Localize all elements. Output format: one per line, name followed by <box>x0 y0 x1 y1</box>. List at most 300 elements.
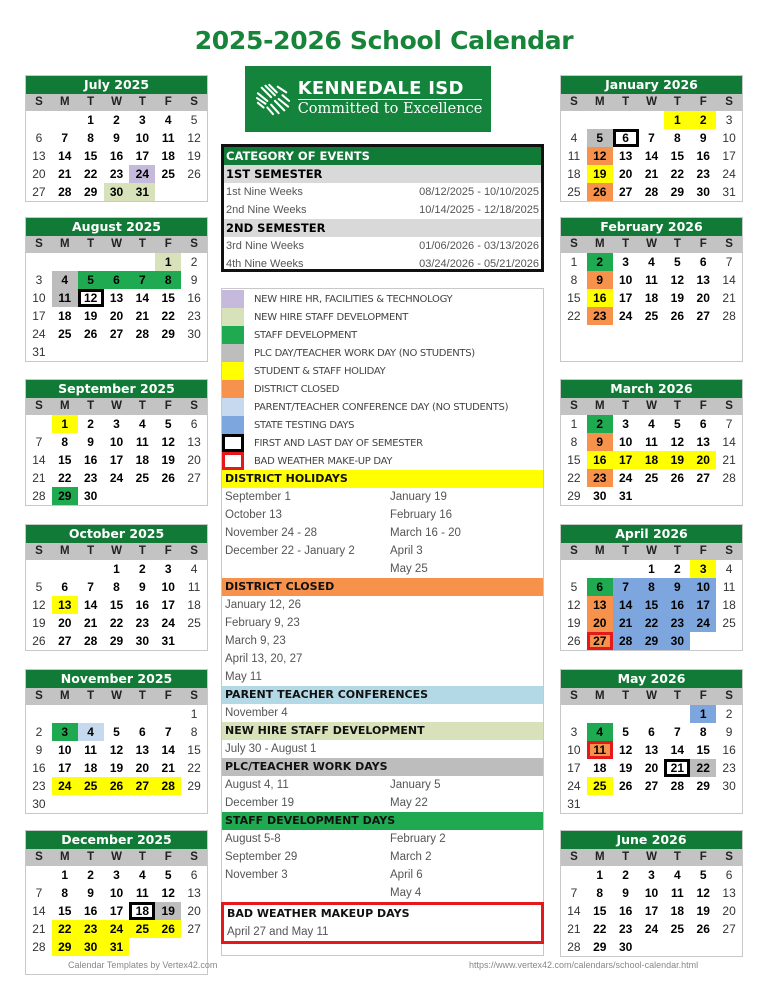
weekday-label: F <box>164 851 172 863</box>
event-row <box>222 776 543 794</box>
day-cell: 21 <box>83 616 98 630</box>
bad-weather-list <box>224 923 541 941</box>
day-cell: 13 <box>696 435 710 449</box>
day-cell: 7 <box>61 131 69 145</box>
month-june-2026 <box>560 830 743 957</box>
empty-cell <box>664 487 690 505</box>
day-cell: 27 <box>109 327 124 341</box>
day-cell: 29 <box>109 634 124 648</box>
day-cell: 29 <box>567 489 581 503</box>
parent-teacher-list <box>222 704 543 722</box>
empty-cell <box>639 325 665 343</box>
empty-cell <box>613 560 639 578</box>
day-cell: 6 <box>613 129 639 147</box>
day-cell: 27 <box>587 632 613 650</box>
day-cell: 3 <box>570 725 578 739</box>
event-date: November 24 - 28 <box>225 527 318 539</box>
weekday-label: T <box>138 238 146 250</box>
weekday-label: T <box>87 851 95 863</box>
day-cell: 28 <box>670 779 685 793</box>
day-cell: 21 <box>567 922 581 936</box>
weekday-label: S <box>35 851 43 863</box>
day-cell: 1 <box>570 417 578 431</box>
weekday-label: F <box>164 238 172 250</box>
empty-cell <box>155 938 181 956</box>
month-march-2026 <box>560 379 743 506</box>
day-cell: 12 <box>78 289 104 307</box>
day-cell: 10 <box>109 435 124 449</box>
section-parent-teacher-conferences: PARENT TEACHER CONFERENCES <box>222 686 543 704</box>
day-cell: 16 <box>187 291 201 305</box>
day-cell: 16 <box>618 904 633 918</box>
day-grid <box>561 415 742 505</box>
weekday-label: F <box>699 96 707 108</box>
empty-cell <box>716 632 742 650</box>
day-cell: 13 <box>696 273 710 287</box>
weekday-label: M <box>594 690 605 702</box>
day-cell: 9 <box>699 131 707 145</box>
weekday-label: S <box>570 238 578 250</box>
empty-cell <box>78 795 104 813</box>
legend <box>222 289 543 470</box>
section-district-closed: DISTRICT CLOSED <box>222 578 543 596</box>
weekday-label: M <box>59 851 70 863</box>
empty-cell <box>613 795 639 813</box>
day-cell: 16 <box>664 596 690 614</box>
weekday-label: T <box>138 851 146 863</box>
day-cell: 15 <box>567 291 581 305</box>
day-cell: 28 <box>644 185 659 199</box>
empty-cell <box>181 938 207 956</box>
event-date: April 6 <box>390 869 423 881</box>
weekday-label: T <box>622 400 630 412</box>
day-cell: 20 <box>722 904 736 918</box>
district-holidays-list <box>222 488 543 578</box>
day-cell: 2 <box>587 253 613 271</box>
event-date: May 22 <box>390 797 428 809</box>
day-cell: 9 <box>87 886 94 900</box>
day-cell: 26 <box>161 471 175 485</box>
day-cell: 7 <box>87 580 94 594</box>
swatch-icon <box>222 362 244 380</box>
empty-cell <box>181 343 207 361</box>
day-cell: 14 <box>58 149 72 163</box>
weekday-label: M <box>59 690 70 702</box>
day-cell: 23 <box>696 167 710 181</box>
day-cell: 1 <box>596 868 604 882</box>
staff-dev-days-list <box>222 830 543 902</box>
day-cell: 28 <box>567 940 581 954</box>
day-grid <box>26 560 207 650</box>
day-cell: 5 <box>190 113 198 127</box>
day-cell: 12 <box>161 886 175 900</box>
day-cell: 12 <box>670 435 685 449</box>
month-december-2025 <box>25 830 208 975</box>
empty-cell <box>613 705 639 723</box>
empty-cell <box>561 866 587 884</box>
day-cell: 21 <box>135 309 150 323</box>
day-cell: 1 <box>87 113 94 127</box>
day-cell: 22 <box>83 167 98 181</box>
weekday-header <box>561 543 742 560</box>
day-cell: 3 <box>113 868 120 882</box>
day-cell: 2 <box>139 562 146 576</box>
month-title: April 2026 <box>561 525 742 543</box>
event-date: May 4 <box>390 887 422 899</box>
day-cell: 6 <box>190 868 198 882</box>
day-cell: 3 <box>139 113 146 127</box>
day-cell: 30 <box>83 489 98 503</box>
event-date: February 16 <box>390 509 453 521</box>
bad-weather-box <box>221 902 544 944</box>
event-date: January 5 <box>390 779 441 791</box>
category-header: CATEGORY OF EVENTS <box>224 147 541 165</box>
event-date <box>390 740 543 758</box>
day-cell: 26 <box>83 327 98 341</box>
empty-cell <box>26 253 52 271</box>
swatch-icon <box>222 326 244 344</box>
empty-cell <box>52 111 78 129</box>
day-cell: 25 <box>670 922 685 936</box>
day-cell: 1 <box>155 253 181 271</box>
empty-cell <box>561 325 587 343</box>
day-cell: 22 <box>567 471 581 485</box>
day-cell: 5 <box>35 580 43 594</box>
weekday-label: M <box>59 96 70 108</box>
grading-period-row: 1st Nine Weeks 08/12/2025 - 10/10/2025 <box>226 186 539 198</box>
empty-cell <box>561 111 587 129</box>
day-cell: 12 <box>670 273 685 287</box>
event-row <box>222 884 543 902</box>
month-april-2026 <box>560 524 743 651</box>
day-cell: 17 <box>135 149 150 163</box>
day-cell: 14 <box>83 598 98 612</box>
day-cell: 9 <box>87 435 94 449</box>
day-cell: 17 <box>644 904 659 918</box>
day-cell: 23 <box>587 307 613 325</box>
day-cell: 5 <box>570 580 578 594</box>
day-cell: 16 <box>83 904 98 918</box>
day-cell: 9 <box>139 580 146 594</box>
day-cell: 13 <box>187 886 201 900</box>
day-cell: 14 <box>135 291 150 305</box>
day-cell: 5 <box>164 868 172 882</box>
day-cell: 30 <box>104 183 130 201</box>
day-cell: 19 <box>587 165 613 183</box>
weekday-header <box>561 688 742 705</box>
day-cell: 24 <box>52 777 78 795</box>
day-cell: 12 <box>696 886 710 900</box>
day-cell: 22 <box>52 920 78 938</box>
day-cell: 23 <box>587 469 613 487</box>
weekday-label: T <box>673 400 681 412</box>
empty-cell <box>690 325 716 343</box>
day-cell: 9 <box>622 886 629 900</box>
day-cell: 12 <box>587 147 613 165</box>
day-cell: 26 <box>32 634 46 648</box>
event-row <box>224 923 541 941</box>
day-cell: 30 <box>78 938 104 956</box>
day-cell: 2 <box>725 707 733 721</box>
event-date: January 19 <box>390 491 447 503</box>
empty-cell <box>26 705 52 723</box>
empty-cell <box>690 343 716 361</box>
day-cell: 20 <box>187 453 201 467</box>
day-cell: 9 <box>35 743 43 757</box>
empty-cell <box>129 795 155 813</box>
day-cell: 22 <box>58 471 72 485</box>
day-cell: 11 <box>187 580 201 594</box>
day-cell: 30 <box>593 489 607 503</box>
day-cell: 18 <box>593 761 607 775</box>
weekday-label: S <box>35 545 43 557</box>
empty-cell <box>639 705 665 723</box>
event-row <box>222 794 543 812</box>
month-title: July 2025 <box>26 76 207 94</box>
section-staff-dev-days: STAFF DEVELOPMENT DAYS <box>222 812 543 830</box>
event-date: December 22 - January 2 <box>225 545 355 557</box>
day-cell: 16 <box>32 761 46 775</box>
day-cell: 4 <box>648 255 655 269</box>
day-cell: 12 <box>161 435 175 449</box>
event-row <box>222 740 543 758</box>
day-cell: 31 <box>567 797 581 811</box>
day-cell: 14 <box>613 596 639 614</box>
grading-period-row: 3rd Nine Weeks 01/06/2026 - 03/13/2026 <box>226 240 539 252</box>
event-row <box>222 632 543 650</box>
empty-cell <box>716 325 742 343</box>
day-cell: 2 <box>690 111 716 129</box>
event-row <box>222 614 543 632</box>
day-cell: 26 <box>187 167 201 181</box>
empty-cell <box>639 795 665 813</box>
day-cell: 4 <box>674 868 681 882</box>
weekday-header <box>26 236 207 253</box>
weekday-label: W <box>646 545 657 557</box>
day-cell: 18 <box>187 598 201 612</box>
day-cell: 5 <box>164 417 172 431</box>
month-february-2026 <box>560 217 743 362</box>
day-cell: 4 <box>190 562 198 576</box>
month-title: February 2026 <box>561 218 742 236</box>
day-cell: 14 <box>32 453 46 467</box>
day-cell: 31 <box>161 634 175 648</box>
day-cell: 3 <box>113 417 120 431</box>
swatch-icon <box>222 380 244 398</box>
weekday-label: M <box>594 96 605 108</box>
weekday-label: T <box>138 690 146 702</box>
legend-item-semester-bounds: FIRST AND LAST DAY OF SEMESTER <box>222 434 543 452</box>
day-cell: 19 <box>696 904 710 918</box>
day-cell: 13 <box>52 596 78 614</box>
day-cell: 5 <box>78 271 104 289</box>
empty-cell <box>26 956 52 974</box>
event-date <box>222 560 390 578</box>
weekday-label: T <box>138 96 146 108</box>
day-cell: 11 <box>722 580 736 594</box>
empty-cell <box>52 343 78 361</box>
empty-cell <box>104 343 130 361</box>
weekday-label: M <box>59 238 70 250</box>
day-cell: 20 <box>696 291 710 305</box>
weekday-label: T <box>673 690 681 702</box>
month-title: June 2026 <box>561 831 742 849</box>
event-date: May 11 <box>225 671 262 683</box>
weekday-label: W <box>646 238 657 250</box>
event-date <box>390 704 543 722</box>
section-new-hire-staff-dev: NEW HIRE STAFF DEVELOPMENT <box>222 722 543 740</box>
day-cell: 15 <box>696 743 710 757</box>
day-cell: 18 <box>83 761 98 775</box>
day-cell: 4 <box>164 113 172 127</box>
event-date <box>390 614 543 632</box>
day-cell: 4 <box>78 723 104 741</box>
empty-cell <box>26 415 52 433</box>
day-cell: 25 <box>587 777 613 795</box>
day-cell: 14 <box>32 904 46 918</box>
weekday-label: M <box>59 400 70 412</box>
day-cell: 28 <box>155 777 181 795</box>
weekday-label: F <box>164 400 172 412</box>
day-cell: 26 <box>155 920 181 938</box>
event-row <box>222 866 543 884</box>
grading-period-row: 4th Nine Weeks 03/24/2026 - 05/21/2026 <box>226 258 539 270</box>
day-cell: 2 <box>87 868 94 882</box>
weekday-header <box>561 849 742 866</box>
empty-cell <box>664 705 690 723</box>
day-cell: 28 <box>722 309 736 323</box>
day-cell: 8 <box>155 271 181 289</box>
day-cell: 19 <box>109 761 124 775</box>
day-cell: 17 <box>613 451 639 469</box>
day-cell: 11 <box>136 886 149 900</box>
day-cell: 3 <box>622 417 629 431</box>
day-cell: 18 <box>670 904 685 918</box>
legend-item-new-hire-staff-dev: NEW HIRE STAFF DEVELOPMENT <box>222 308 543 326</box>
day-cell: 31 <box>104 938 130 956</box>
day-cell: 4 <box>570 131 578 145</box>
empty-cell <box>181 632 207 650</box>
day-cell: 8 <box>699 725 707 739</box>
day-cell: 3 <box>164 562 172 576</box>
day-cell: 15 <box>187 743 201 757</box>
day-cell: 17 <box>58 761 72 775</box>
month-title: December 2025 <box>26 831 207 849</box>
day-cell: 4 <box>139 417 146 431</box>
day-cell: 11 <box>52 289 78 307</box>
day-cell: 20 <box>187 904 201 918</box>
day-cell: 1 <box>61 868 69 882</box>
day-cell: 27 <box>618 185 633 199</box>
weekday-label: S <box>35 238 43 250</box>
day-cell: 12 <box>618 743 633 757</box>
day-cell: 10 <box>618 273 633 287</box>
weekday-header <box>561 236 742 253</box>
day-cell: 25 <box>644 471 659 485</box>
district-logo <box>245 66 491 132</box>
month-title: January 2026 <box>561 76 742 94</box>
day-cell: 19 <box>161 453 175 467</box>
weekday-label: T <box>622 545 630 557</box>
event-date: December 19 <box>225 797 295 809</box>
day-cell: 11 <box>84 743 97 757</box>
day-cell: 7 <box>570 886 578 900</box>
day-cell: 26 <box>618 779 633 793</box>
month-title: November 2025 <box>26 670 207 688</box>
day-cell: 13 <box>109 291 124 305</box>
event-row <box>222 506 543 524</box>
day-cell: 15 <box>83 149 98 163</box>
day-cell: 4 <box>725 562 733 576</box>
day-cell: 2 <box>113 113 120 127</box>
day-cell: 19 <box>567 616 581 630</box>
weekday-header <box>561 94 742 111</box>
event-row <box>222 650 543 668</box>
day-cell: 20 <box>618 167 633 181</box>
empty-cell <box>155 183 181 201</box>
event-row <box>222 542 543 560</box>
legend-item-staff-development: STAFF DEVELOPMENT <box>222 326 543 344</box>
event-row <box>222 488 543 506</box>
day-cell: 2 <box>190 255 198 269</box>
day-cell: 25 <box>722 616 736 630</box>
day-grid <box>26 705 207 813</box>
empty-cell <box>690 795 716 813</box>
day-cell: 7 <box>725 417 733 431</box>
day-cell: 6 <box>725 868 733 882</box>
weekday-label: W <box>646 851 657 863</box>
weekday-label: T <box>87 96 95 108</box>
day-cell: 24 <box>109 471 124 485</box>
section-plc-work-days: PLC/TEACHER WORK DAYS <box>222 758 543 776</box>
day-cell: 19 <box>155 902 181 920</box>
weekday-label: T <box>138 400 146 412</box>
empty-cell <box>129 705 155 723</box>
weekday-label: W <box>111 851 122 863</box>
day-cell: 15 <box>639 596 665 614</box>
event-date: May 25 <box>390 563 428 575</box>
day-cell: 6 <box>35 131 43 145</box>
day-cell: 19 <box>83 309 98 323</box>
day-cell: 18 <box>644 291 659 305</box>
day-cell: 10 <box>644 886 659 900</box>
weekday-label: T <box>673 238 681 250</box>
weekday-label: S <box>570 400 578 412</box>
weekday-label: T <box>87 400 95 412</box>
day-cell: 7 <box>613 578 639 596</box>
empty-cell <box>181 183 207 201</box>
month-title: September 2025 <box>26 380 207 398</box>
empty-cell <box>613 325 639 343</box>
day-cell: 17 <box>722 149 736 163</box>
day-cell: 25 <box>187 616 201 630</box>
footer-url[interactable]: https://www.vertex42.com/calendars/school-calendar.html <box>469 960 699 970</box>
day-cell: 6 <box>104 271 130 289</box>
day-cell: 20 <box>58 616 72 630</box>
day-cell: 2 <box>674 562 681 576</box>
empty-cell <box>78 560 104 578</box>
day-cell: 18 <box>129 902 155 920</box>
kennedale-isd-logo-icon <box>254 82 292 116</box>
weekday-label: S <box>725 96 733 108</box>
day-cell: 5 <box>622 725 629 739</box>
day-cell: 3 <box>52 723 78 741</box>
weekday-label: W <box>646 96 657 108</box>
empty-cell <box>639 487 665 505</box>
day-cell: 29 <box>187 779 201 793</box>
day-cell: 9 <box>190 273 198 287</box>
weekday-label: T <box>87 690 95 702</box>
